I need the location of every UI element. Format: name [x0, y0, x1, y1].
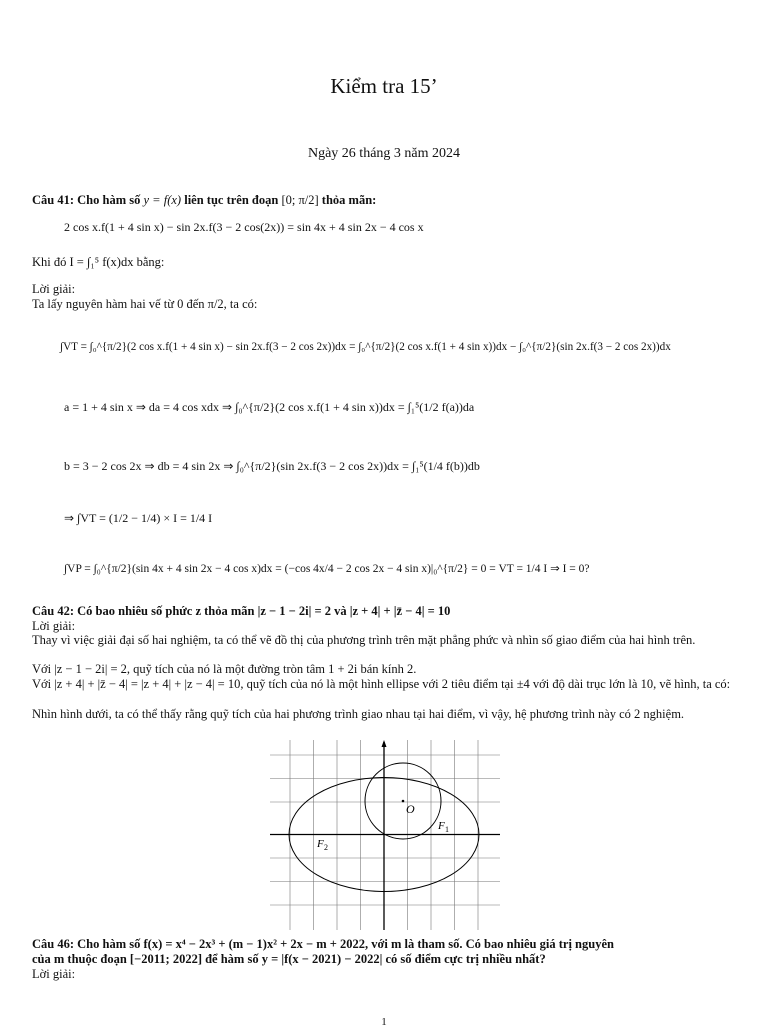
figure-label-o: O — [406, 802, 415, 816]
q42-statement — [32, 604, 450, 619]
q41-solution-label: Lời giải: — [32, 282, 76, 296]
q46-statement-line-1 — [32, 937, 614, 952]
document-date: Ngày 26 tháng 3 năm 2024 — [307, 146, 461, 161]
q41-interval: [0; π/2] — [281, 193, 319, 207]
q42-paragraph-4: Nhìn hình dưới, ta có thể thấy rằng quỹ tích của hai phương trình giao nhau tại hai điểm, vì vậy, hệ phương trình này có 2 nghiệm. — [32, 707, 685, 721]
q41-heading: Câu 41: — [32, 193, 75, 207]
q46-line-1: Cho hàm số f(x) = x⁴ − 2x³ + (m − 1)x² + 2x − m + 2022, với m là tham số. Có bao nhiêu giá trị nguyên — [77, 937, 614, 951]
figure-circle-center — [402, 800, 405, 803]
q41-intro: Ta lấy nguyên hàm hai vế từ 0 đến π/2, ta có: — [32, 297, 258, 311]
q42-paragraph-1: Thay vì việc giải đại số hai nghiệm, ta có thể vẽ đồ thị của phương trình trên mặt phẳng phức và nhìn số giao điểm của hai hình trên. — [32, 633, 696, 647]
q41-function: y = f(x) — [143, 193, 182, 207]
figure-label-f2-sub: 2 — [324, 843, 328, 852]
q42-statement-text: Có bao nhiêu số phức z thỏa mãn |z − 1 − 2i| = 2 và |z + 4| + |z̄ − 4| = 10 — [77, 604, 451, 618]
q42-paragraph-2: Với |z − 1 − 2i| = 2, quỹ tích của nó là một đường tròn tâm 1 + 2i bán kính 2. — [32, 662, 417, 676]
figure-label-f2: F — [317, 838, 324, 850]
q41-ask: Khi đó I = ∫₁⁵ f(x)dx bằng: — [32, 255, 165, 269]
q41-statement-c: liên tục trên đoạn — [184, 193, 279, 207]
q41-statement-a: Cho hàm số — [77, 193, 141, 207]
q41-statement-d: thỏa mãn: — [321, 193, 377, 207]
q42-heading: Câu 42: — [32, 604, 75, 618]
q46-solution-label: Lời giải: — [32, 967, 76, 981]
q41-equation-1: ∫VT = ∫₀^{π/2}(2 cos x.f(1 + 4 sin x) − sin 2x.f(3 − 2 cos 2x))dx = ∫₀^{π/2}(2 cos x.f(1 + 4 sin x))dx − ∫₀^{π/2}(sin 2x.f(3 − 2 cos 2x))dx — [60, 341, 671, 353]
q41-given-equation: 2 cos x.f(1 + 4 sin x) − sin 2x.f(3 − 2 cos(2x)) = sin 4x + 4 sin 2x − 4 cos x — [64, 220, 424, 234]
q42-figure — [270, 740, 500, 930]
q41-equation-5: ∫VP = ∫₀^{π/2}(sin 4x + 4 sin 2x − 4 cos x)dx = (−cos 4x/4 − 2 cos 2x − 4 sin x)|₀^{π/2} = 0 = VT = 1/4 I ⇒ I = 0? — [64, 563, 590, 575]
q41-equation-3: b = 3 − 2 cos 2x ⇒ db = 4 sin 2x ⇒ ∫₀^{π/2}(sin 2x.f(3 − 2 cos 2x))dx = ∫₁⁵(1/4 f(b))db — [64, 459, 480, 473]
figure-label-f1: F — [438, 820, 445, 832]
q41-statement — [32, 193, 376, 208]
page-title: Kiểm tra 15’ — [330, 74, 438, 98]
page-number: 1 — [381, 1016, 387, 1028]
q42-paragraph-3: Với |z + 4| + |z̄ − 4| = |z + 4| + |z − 4| = 10, quỹ tích của nó là một hình ellipse với 2 tiêu điểm tại ±4 với độ dài trục lớn là 10, vẽ hình, ta có: — [32, 677, 731, 691]
figure-label-f1-sub: 1 — [445, 825, 449, 834]
q46-heading: Câu 46: — [32, 937, 75, 951]
figure-y-axis-arrow — [382, 740, 387, 747]
q41-equation-4: ⇒ ∫VT = (1/2 − 1/4) × I = 1/4 I — [64, 511, 213, 525]
q41-equation-2: a = 1 + 4 sin x ⇒ da = 4 cos xdx ⇒ ∫₀^{π/2}(2 cos x.f(1 + 4 sin x))dx = ∫₁⁵(1/2 f(a))da — [64, 400, 475, 414]
q46-statement-line-2: của m thuộc đoạn [−2011; 2022] để hàm số y = |f(x − 2021) − 2022| có số điểm cực trị nhiều nhất? — [32, 952, 546, 966]
q42-solution-label: Lời giải: — [32, 619, 76, 633]
